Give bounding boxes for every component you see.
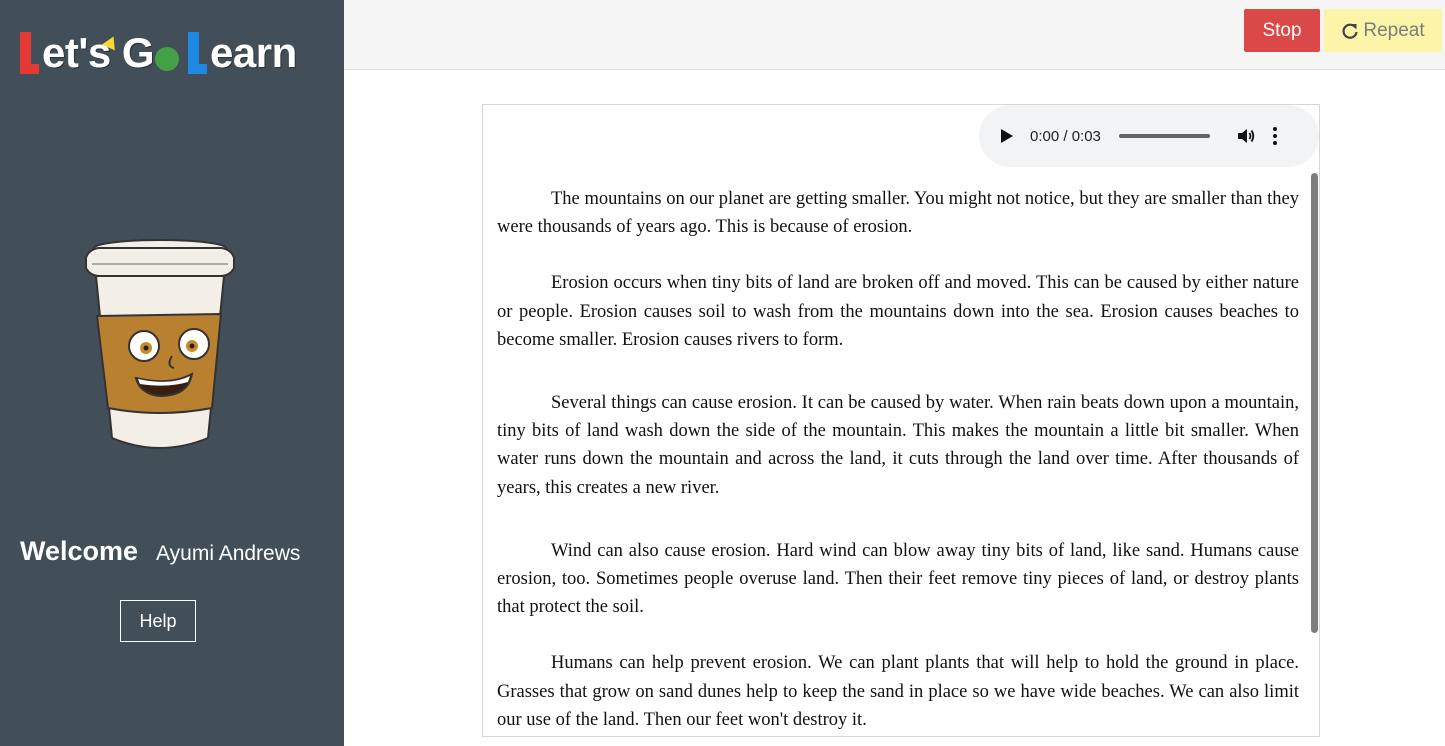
passage-paragraph: Wind can also cause erosion. Hard wind can blow away tiny bits of land, like sand. Humans cause erosion, too. Sometimes people overuse land. Then their feet remove tiny pieces of land, or destroy plants that protect the soil. — [497, 540, 1299, 618]
logo: et's G earn — [20, 26, 297, 74]
play-icon[interactable] — [1001, 129, 1013, 143]
more-options-icon[interactable] — [1273, 127, 1277, 145]
volume-icon[interactable] — [1236, 126, 1256, 146]
passage-paragraph: The mountains on our planet are getting smaller. You might not notice, but they are smaller than they were thousands of years ago. This is because of erosion. — [497, 189, 1299, 238]
audio-time: 0:00 / 0:03 — [1030, 127, 1101, 145]
stop-button[interactable]: Stop — [1244, 9, 1320, 52]
repeat-button[interactable] — [1324, 9, 1442, 52]
passage-text — [497, 185, 1299, 734]
redo-icon — [1341, 22, 1359, 40]
passage-paragraph: Erosion occurs when tiny bits of land are broken off and moved. This can be caused by either nature or people. Erosion causes soil to wash from the mountains down into the sea. Erosion causes beaches to become smaller. Erosion causes rivers to form. — [497, 273, 1299, 350]
sidebar — [0, 0, 344, 746]
welcome-message — [20, 536, 300, 567]
passage-paragraph: Several things can cause erosion. It can be caused by water. When rain beats down upon a mountain, tiny bits of land wash down the side of the mountain. This makes the mountain a little bit smaller. When water runs down the mountain and across the land, it cuts through the land over time. After thousands of years, this creates a new river. — [497, 393, 1299, 498]
scrollbar-thumb[interactable] — [1311, 173, 1318, 633]
help-button[interactable]: Help — [120, 600, 196, 642]
coffee-cup-mascot-icon — [80, 236, 240, 458]
welcome-label: Welcome — [20, 536, 139, 566]
repeat-label: Repeat — [1363, 19, 1425, 41]
audio-progress-track[interactable] — [1119, 134, 1210, 138]
logo-letter-l-blue — [188, 32, 199, 74]
passage-paragraph: Humans can help prevent erosion. We can plant plants that will help to hold the ground in place. Grasses that grow on sand dunes help to keep the sand in place so we have wide beaches. We can also limit our use of the land. Then our feet won't destroy it. — [497, 653, 1299, 730]
logo-letter-l-red — [20, 32, 31, 74]
logo-green-dot — [155, 47, 179, 71]
audio-player[interactable] — [979, 105, 1319, 167]
reading-panel — [482, 104, 1320, 737]
user-name: Ayumi Andrews — [156, 542, 301, 565]
